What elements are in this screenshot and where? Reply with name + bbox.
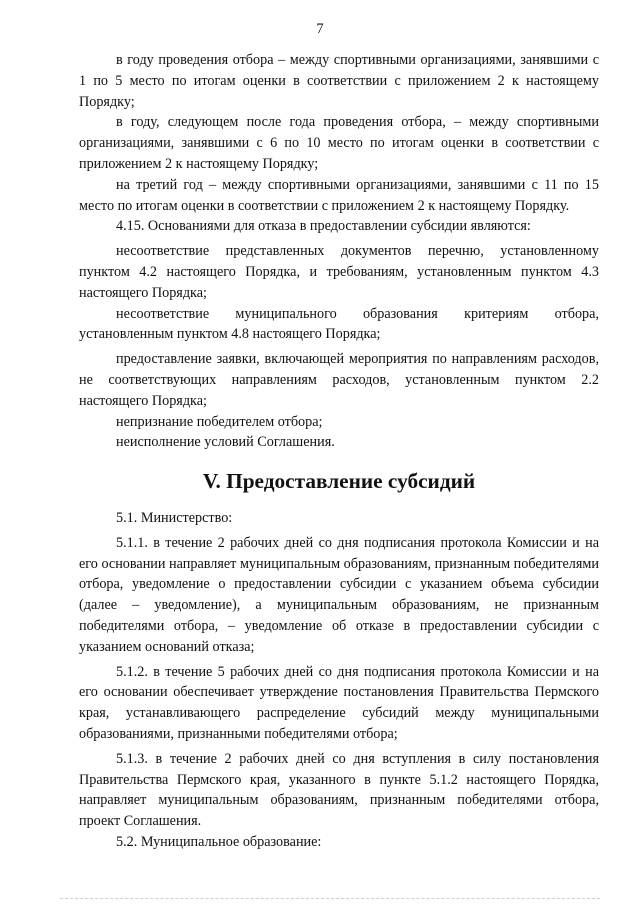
page-bottom-edge <box>60 898 600 899</box>
para-4-15-refusal-grounds: 4.15. Основаниями для отказа в предоставлении субсидии являются: <box>116 218 531 235</box>
para-refusal-criteria: несоответствие муниципального образования критериям отбора, установленным пунктом 4.8 настоящего Порядка; <box>79 305 599 343</box>
para-sport-orgs-year1: в году проведения отбора – между спортивными организациями, занявшими с 1 по 5 место по итогам оценки в соответствии с приложением 2 к настоящему Порядку; <box>79 52 599 110</box>
para-sport-orgs-year3: на третий год – между спортивными организациями, занявшими с 11 по 15 место по итогам оценки в соответствии с приложением 2 к настоящему Порядку. <box>79 176 599 214</box>
para-5-1-1: 5.1.1. в течение 2 рабочих дней со дня подписания протокола Комиссии и на его основании направляет муниципальным образованиям, признанным победителями отбора, уведомление о предоставлении субсидии с указанием объема субсидии (далее – уведомление), а муниципальным образованиям, не признанным победителями отбора, – уведомление об отказе в предоставлении субсидии с указанием оснований отказа; <box>79 534 599 655</box>
para-sport-orgs-year2: в году, следующем после года проведения отбора, – между спортивными организациями, занявшими с 6 по 10 место по итогам оценки в соответствии с приложением 2 к настоящему Порядку; <box>79 114 599 172</box>
page-number: 7 <box>316 21 324 37</box>
para-refusal-expense-directions: предоставление заявки, включающей мероприятия по направлениям расходов, не соответствующих направлениям расходов, установленным пунктом 2.2 настоящего Порядка; <box>79 351 599 409</box>
para-5-2-municipality: 5.2. Муниципальное образование: <box>116 833 322 850</box>
para-5-1-2: 5.1.2. в течение 5 рабочих дней со дня подписания протокола Комиссии и на его основании обеспечивает утверждение постановления Правительства Пермского края, устанавливающего распределение субсидий между муниципальными образованиями, признанными победителями отбора; <box>79 663 599 742</box>
document-body <box>79 50 599 853</box>
para-5-1-3: 5.1.3. в течение 2 рабочих дней со дня вступления в силу постановления Правительства Пермского края, указанного в пункте 5.1.2 настоящего Порядка, направляет муниципальным образованиям, признанным победителями отбора, проект Соглашения. <box>79 750 599 830</box>
para-refusal-agreement-breach: неисполнение условий Соглашения. <box>116 434 335 451</box>
para-refusal-documents: несоответствие представленных документов перечню, установленному пунктом 4.2 настоящего Порядка, и требованиям, установленным пунктом 4.3 настоящего Порядка; <box>79 243 599 301</box>
para-refusal-not-winner: непризнание победителем отбора; <box>116 413 323 430</box>
para-5-1-ministry: 5.1. Министерство: <box>116 509 233 526</box>
section-heading-v: V. Предоставление субсидий <box>202 469 476 494</box>
